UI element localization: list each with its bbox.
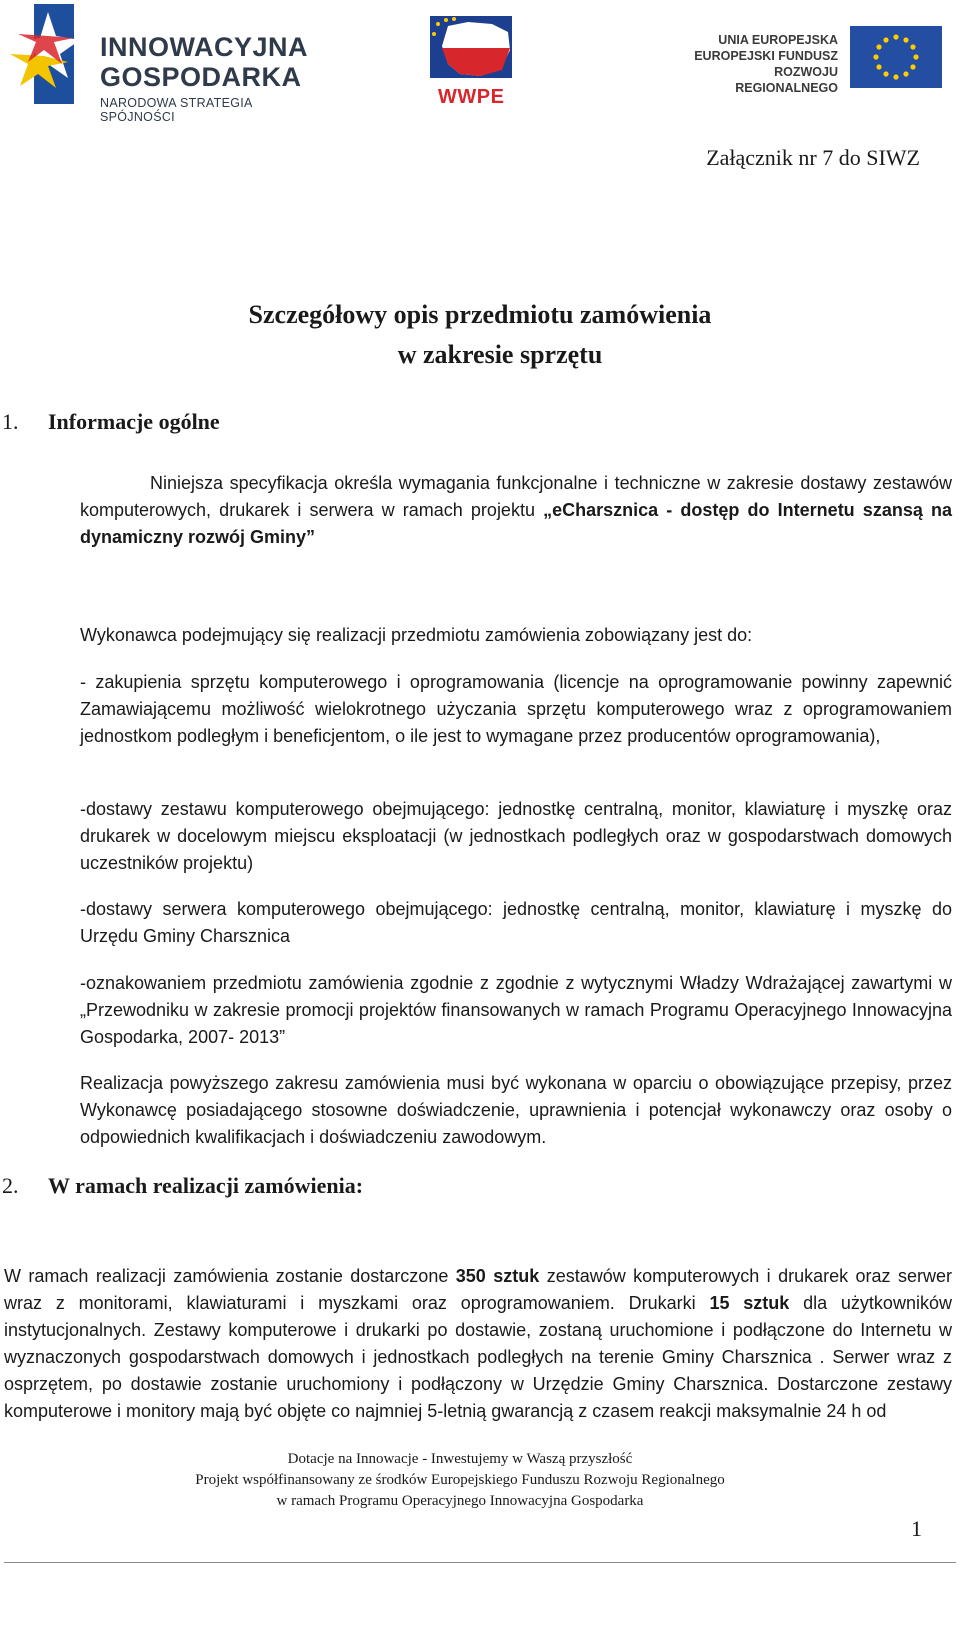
project-name: „eCharsznica - dostęp do Internetu szansą na dynamiczny rozwój Gminy” — [80, 500, 952, 547]
section2-text-a: W ramach realizacji zamówienia zostanie dostarczone — [4, 1266, 456, 1286]
section1-number: 1. — [2, 409, 19, 434]
footer-line1: Dotacje na Innowacje - Inwestujemy w Waszą przyszłość — [287, 1451, 633, 1467]
section1-label: Informacje ogólne — [48, 409, 220, 434]
section2-paragraph — [4, 1263, 952, 1425]
ig-logo-line1: INNOWACYJNA — [100, 32, 309, 62]
document-subtitle: w zakresie sprzętu — [397, 340, 603, 369]
poland-map-icon — [430, 16, 522, 86]
eu-logo-line1: UNIA EUROPEJSKA — [718, 33, 838, 47]
section2-number: 2. — [2, 1173, 19, 1198]
printer-quantity: 15 sztuk — [709, 1293, 790, 1313]
footer-divider — [4, 1562, 956, 1563]
ig-star-emblem-icon — [8, 4, 88, 108]
wwpe-logo — [430, 16, 522, 108]
footer-line2: Projekt współfinansowany ze środków Europejskiego Funduszu Rozwoju Regionalnego — [195, 1472, 725, 1488]
ig-logo-line3: NARODOWA STRATEGIA SPÓJNOŚCI — [100, 96, 252, 124]
eu-logo-line2: EUROPEJSKI FUNDUSZ — [694, 49, 838, 63]
wwpe-logo-text: WWPE — [438, 86, 505, 108]
obligation-item-1: - zakupienia sprzętu komputerowego i oprogramowania (licencje na oprogramowanie powinny zapewnić Zamawiającemu możliwość wielokrotnego użyczania sprzętu komputerowego wraz z oprogramowaniem jednostkom podległym i beneficjentom, o ile jest to wymagane przez producentów oprogramowania), — [80, 672, 952, 746]
realization-paragraph: Realizacja powyższego zakresu zamówienia musi być wykonana w oparciu o obowiązujące przepisy, przez Wykonawcę posiadającego stosowne doświadczenie, uprawnienia i potencjał wykonawczy oraz osoby o odpowiednich kwalifikacjach i doświadczeniu zawodowym. — [80, 1073, 952, 1147]
section1-intro-paragraph — [80, 470, 952, 551]
computer-set-quantity: 350 sztuk — [455, 1266, 540, 1286]
contractor-intro: Wykonawca podejmujący się realizacji przedmiotu zamówienia zobowiązany jest do: — [80, 625, 753, 645]
section2-heading — [0, 1173, 363, 1199]
document-title: Szczegółowy opis przedmiotu zamówienia — [248, 300, 712, 329]
section2-text-c: dla użytkowników instytucjonalnych. Zestawy komputerowe i drukarki po dostawie, zostaną uruchomione i podłączone do Internetu w wyznaczonych gospodarstwach domowych i jednostkach podległych na terenie Gminy Charsznica . Serwer wraz z osprzętem, po dostawie zostanie uruchomiony i podłączony w Urzędzie Gminy Charsznica. Dostarczone zestawy komputerowe i monitory mają być objęte co najmniej 5-letnią gwarancją z czasem reakcji maksymalnie 24 h od — [4, 1293, 952, 1421]
annex-label: Załącznik nr 7 do SIWZ — [706, 145, 920, 170]
section2-text-b: zestawów komputerowych i drukarek oraz serwer wraz z monitorami, klawiaturami i myszkami oraz oprogramowaniem. Drukarki — [4, 1266, 952, 1313]
obligation-item-4: -oznakowaniem przedmiotu zamówienia zgodnie z zgodnie z wytycznymi Władzy Wdrażającej zawartymi w „Przewodniku w zakresie promocji projektów finansowanych w ramach Programu Operacyjnego Innowacyjna Gospodarka, 2007- 2013” — [80, 973, 952, 1047]
obligation-item-3: -dostawy serwera komputerowego obejmującego: jednostkę centralną, monitor, klawiaturę i myszkę do Urzędu Gminy Charsznica — [80, 899, 952, 946]
innowacyjna-gospodarka-logo — [8, 4, 328, 124]
page-number: 1 — [911, 1516, 922, 1541]
ig-logo-line2: GOSPODARKA — [100, 62, 302, 92]
obligation-item-2: -dostawy zestawu komputerowego obejmującego: jednostkę centralną, monitor, klawiaturę i myszkę oraz drukarek w docelowym miejscu eksploatacji (w jednostkach podległych oraz w gospodarstwach domowych uczestników projektu) — [80, 799, 952, 873]
footer-line3: w ramach Programu Operacyjnego Innowacyjna Gospodarka — [276, 1493, 644, 1509]
eu-logo-line3: ROZWOJU REGIONALNEGO — [735, 65, 838, 95]
section1-heading — [0, 409, 220, 435]
eu-erdf-logo — [688, 24, 950, 94]
section2-label: W ramach realizacji zamówienia: — [48, 1173, 364, 1198]
eu-flag-icon — [850, 26, 942, 88]
intro-text: Niniejsza specyfikacja określa wymagania funkcjonalne i techniczne w zakresie dostawy zestawów komputerowych, drukarek i serwera w ramach projektu — [80, 473, 952, 520]
